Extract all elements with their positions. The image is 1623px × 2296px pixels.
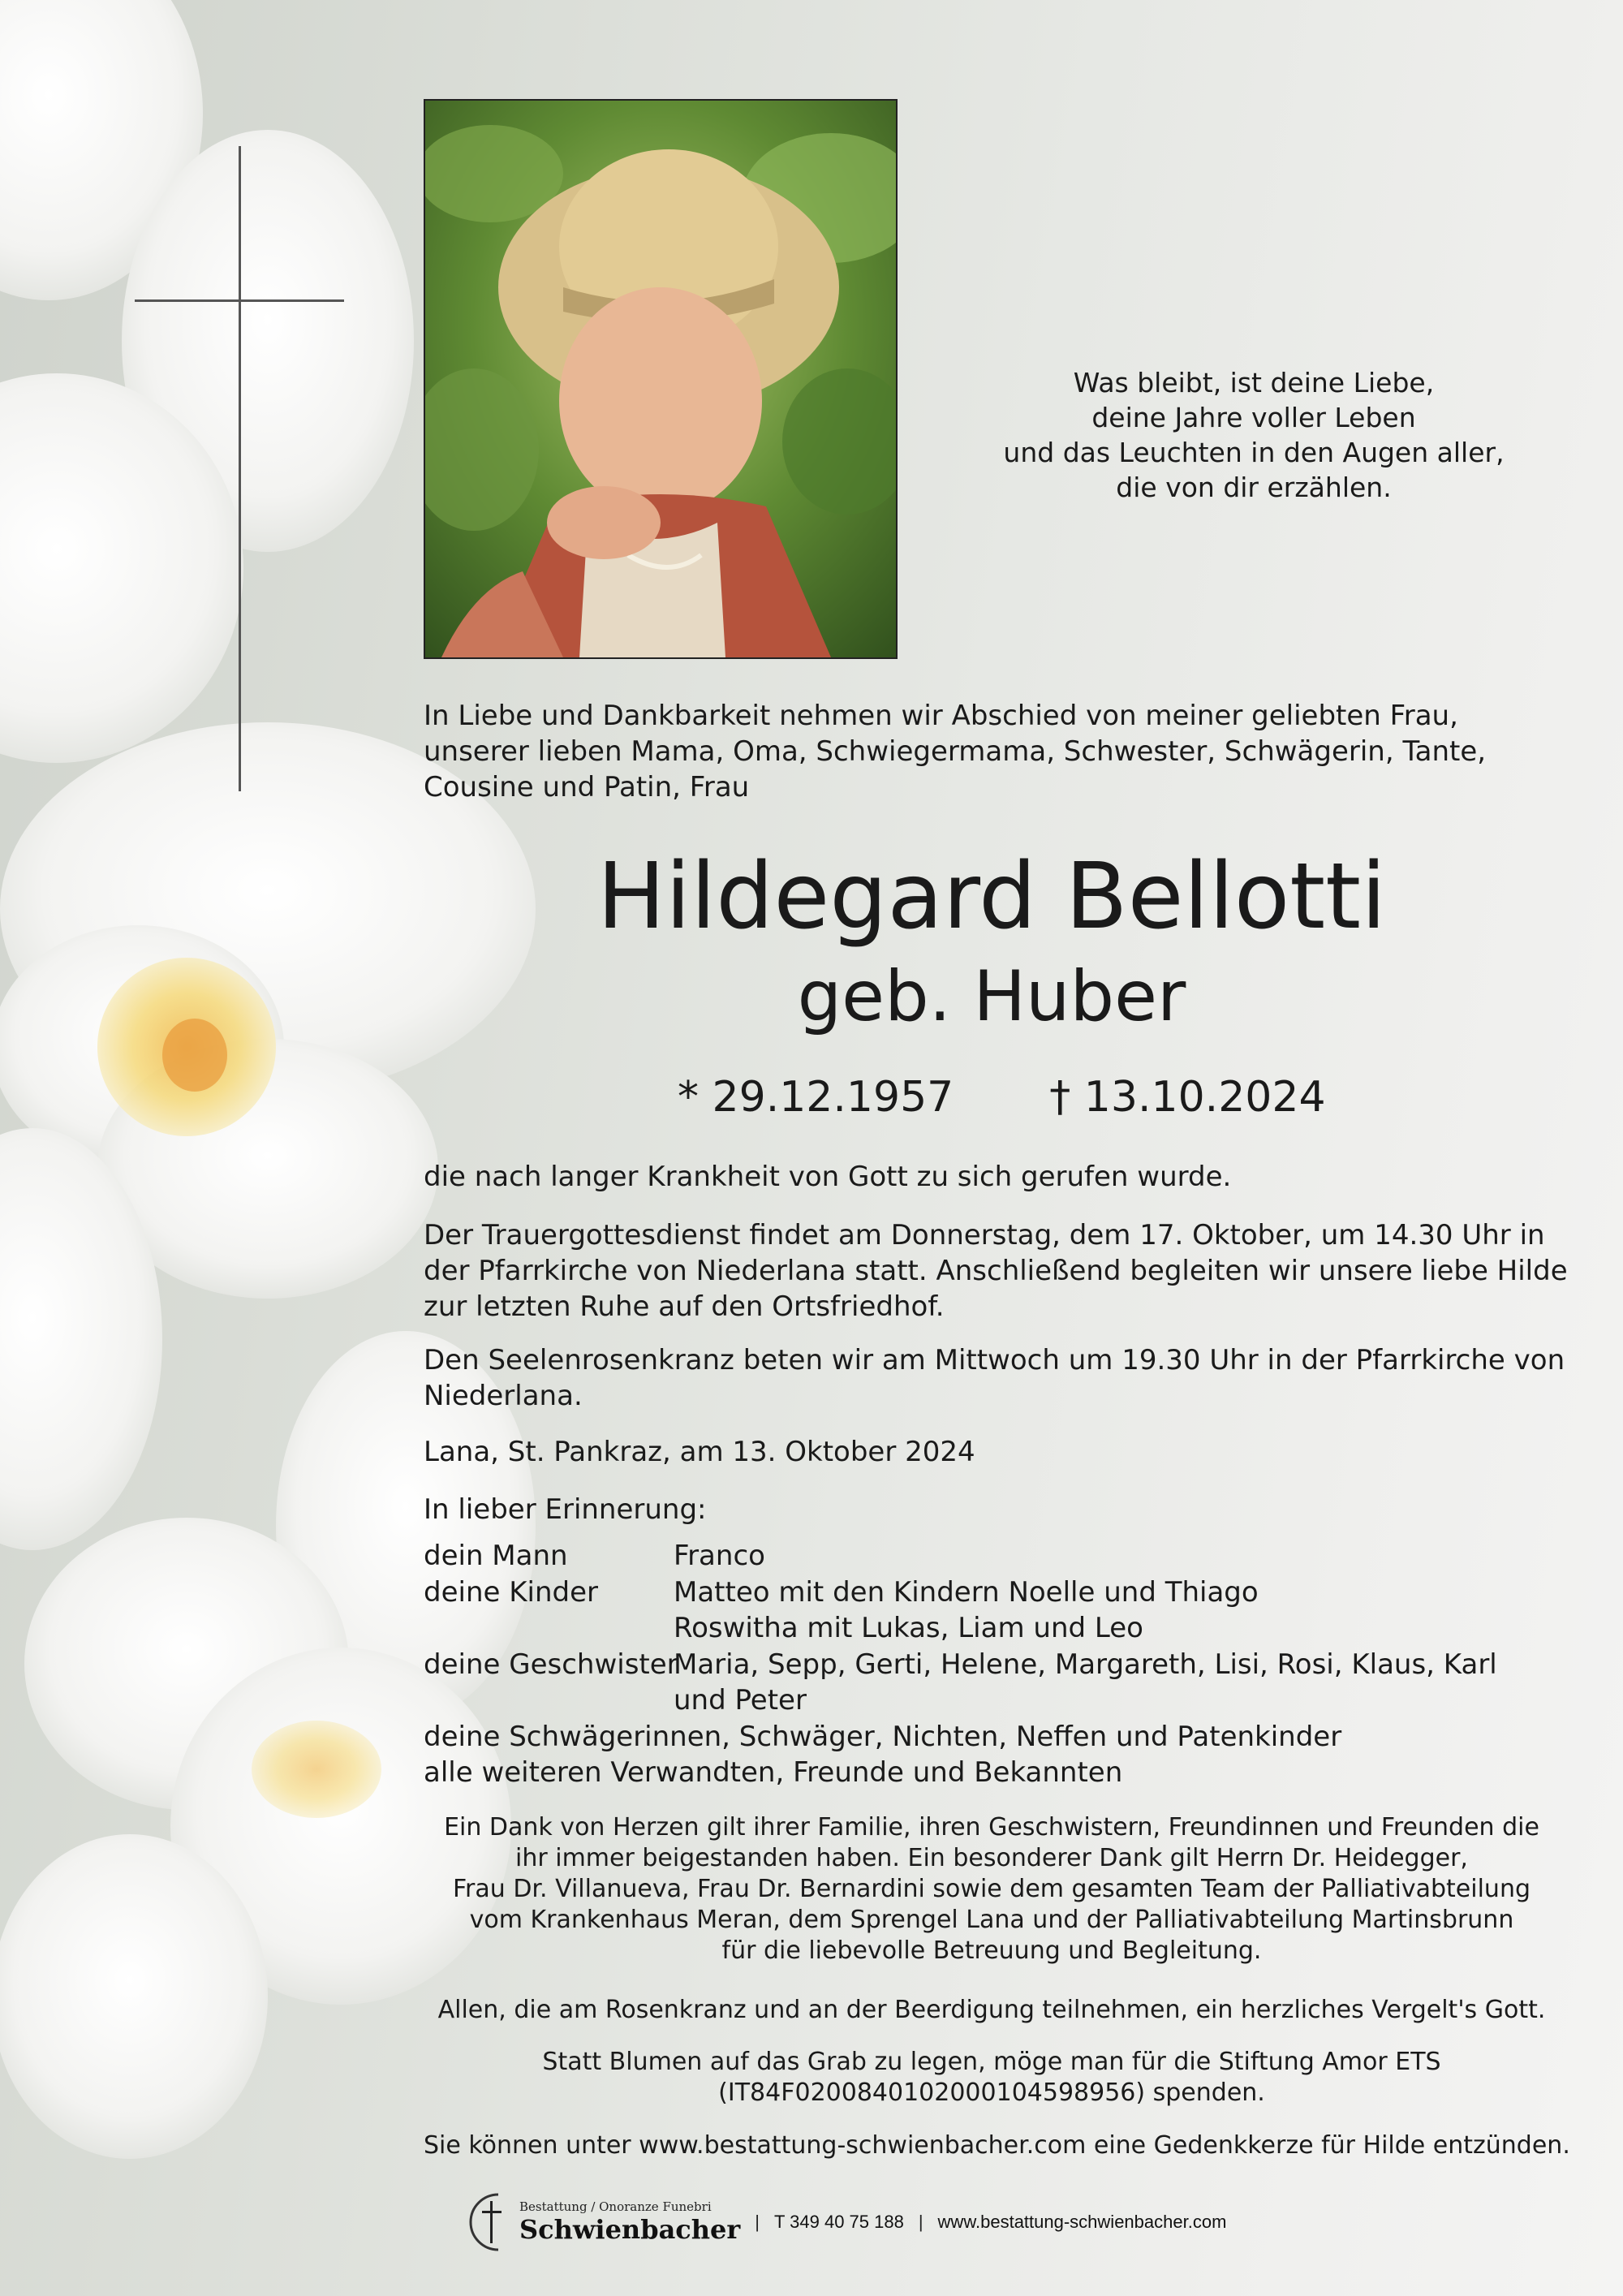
candle-notice bbox=[424, 2130, 1570, 2161]
rosary-text: Den Seelenrosenkranz beten wir am Mittwoch um 19.30 Uhr in der Pfarrkirche von Niederlana. bbox=[424, 1344, 1565, 1412]
footer-website-link[interactable]: www.bestattung-schwienbacher.com bbox=[937, 2212, 1227, 2232]
cross-vertical-bar bbox=[239, 146, 241, 791]
portrait-photo bbox=[424, 99, 898, 659]
memorial-quote bbox=[933, 365, 1574, 505]
death-date: † 13.10.2024 bbox=[1049, 1073, 1326, 1122]
quote-line: Was bleibt, ist deine Liebe, bbox=[1073, 367, 1435, 398]
funeral-home-logo bbox=[466, 2190, 740, 2255]
logo-cross-icon bbox=[466, 2190, 518, 2255]
thanks-line: Frau Dr. Villanueva, Frau Dr. Bernardini sowie dem gesamten Team der Palliativabteilung bbox=[452, 1875, 1530, 1903]
thanks-line: Ein Dank von Herzen gilt ihrer Familie, ihren Geschwistern, Freundinnen und Freunden die bbox=[444, 1813, 1539, 1842]
family-row bbox=[424, 1610, 1497, 1647]
intro-text: In Liebe und Dankbarkeit nehmen wir Abschied von meiner geliebten Frau, unserer lieben Mama, Oma, Schwiegermama, Schwester, Schwägerin, Tante, Cousine und Patin, Frau bbox=[424, 700, 1487, 803]
thanks-line: vom Krankenhaus Meran, dem Sprengel Lana und der Palliativabteilung Martinsbrunn bbox=[469, 1906, 1514, 1934]
family-relation: deine Geschwister bbox=[424, 1648, 678, 1681]
birth-date: * 29.12.1957 bbox=[678, 1073, 954, 1122]
gratitude-text: Allen, die am Rosenkranz und an der Beerdigung teilnehmen, ein herzliches Vergelt's Gott. bbox=[437, 1996, 1546, 2024]
deceased-name: Hildegard Bellotti bbox=[596, 844, 1387, 950]
logo-subtitle: Bestattung / Onoranze Funebri bbox=[519, 2199, 712, 2214]
thanks-line: ihr immer beigestanden haben. Ein besonderer Dank gilt Herrn Dr. Heidegger, bbox=[515, 1844, 1468, 1872]
logo-title: Schwienbacher bbox=[519, 2214, 741, 2245]
footer bbox=[466, 2190, 1226, 2255]
cross-horizontal-bar bbox=[135, 299, 344, 302]
quote-line: die von dir erzählen. bbox=[1116, 472, 1392, 503]
family-row bbox=[424, 1682, 1497, 1719]
family-relation bbox=[424, 1682, 674, 1719]
family-relation bbox=[424, 1610, 674, 1647]
footer-phone: T 349 40 75 188 bbox=[773, 2212, 904, 2232]
service-text: Der Trauergottesdienst findet am Donnerstag, dem 17. Oktober, um 14.30 Uhr in der Pfarrkirche von Niederlana statt. Anschließend begleiten wir unsere liebe Hilde zur letzten Ruhe auf den Ortsfriedhof. bbox=[424, 1219, 1568, 1323]
family-names: Franco bbox=[674, 1540, 765, 1572]
family-extra-row: alle weiteren Verwandten, Freunde und Bekannten bbox=[424, 1756, 1123, 1789]
family-extra-row: deine Schwägerinnen, Schwäger, Nichten, Neffen und Patenkinder bbox=[424, 1720, 1342, 1753]
family-names: Maria, Sepp, Gerti, Helene, Margareth, Lisi, Rosi, Klaus, Karl bbox=[674, 1648, 1497, 1681]
called-text: die nach langer Krankheit von Gott zu sich gerufen wurde. bbox=[424, 1161, 1232, 1193]
family-list bbox=[424, 1538, 1497, 1791]
birth-name: geb. Huber bbox=[797, 956, 1186, 1037]
thanks-paragraph bbox=[424, 1812, 1560, 1966]
place-date-text: Lana, St. Pankraz, am 13. Oktober 2024 bbox=[424, 1436, 975, 1468]
footer-separator: | bbox=[918, 2212, 923, 2232]
quote-line: und das Leuchten in den Augen aller, bbox=[1003, 437, 1505, 468]
family-names: und Peter bbox=[674, 1684, 807, 1717]
family-names: Matteo mit den Kindern Noelle und Thiago bbox=[674, 1575, 1259, 1609]
quote-line: deine Jahre voller Leben bbox=[1091, 402, 1416, 433]
family-row bbox=[424, 1538, 1497, 1574]
family-names: Roswitha mit Lukas, Liam und Leo bbox=[674, 1612, 1143, 1644]
portrait-illustration bbox=[425, 101, 896, 657]
family-relation: deine Kinder bbox=[424, 1575, 598, 1609]
candle-text: Sie können unter www.bestattung-schwienbacher.com eine Gedenkkerze für Hilde entzünden. bbox=[424, 2131, 1570, 2160]
donation-line: Statt Blumen auf das Grab zu legen, möge man für die Stiftung Amor ETS bbox=[542, 2048, 1441, 2076]
family-row bbox=[424, 1647, 1497, 1683]
donation-paragraph bbox=[424, 2047, 1560, 2109]
thanks-line: für die liebevolle Betreuung und Begleitung. bbox=[721, 1936, 1262, 1965]
memory-heading: In lieber Erinnerung: bbox=[424, 1493, 707, 1526]
footer-separator: | bbox=[755, 2212, 760, 2232]
donation-line: (IT84F0200840102000104598956) spenden. bbox=[718, 2078, 1265, 2107]
family-relation: dein Mann bbox=[424, 1540, 568, 1572]
cross-symbol bbox=[135, 146, 344, 791]
family-row bbox=[424, 1574, 1497, 1611]
life-dates bbox=[678, 1071, 1326, 1123]
gratitude-line bbox=[424, 1995, 1560, 2026]
